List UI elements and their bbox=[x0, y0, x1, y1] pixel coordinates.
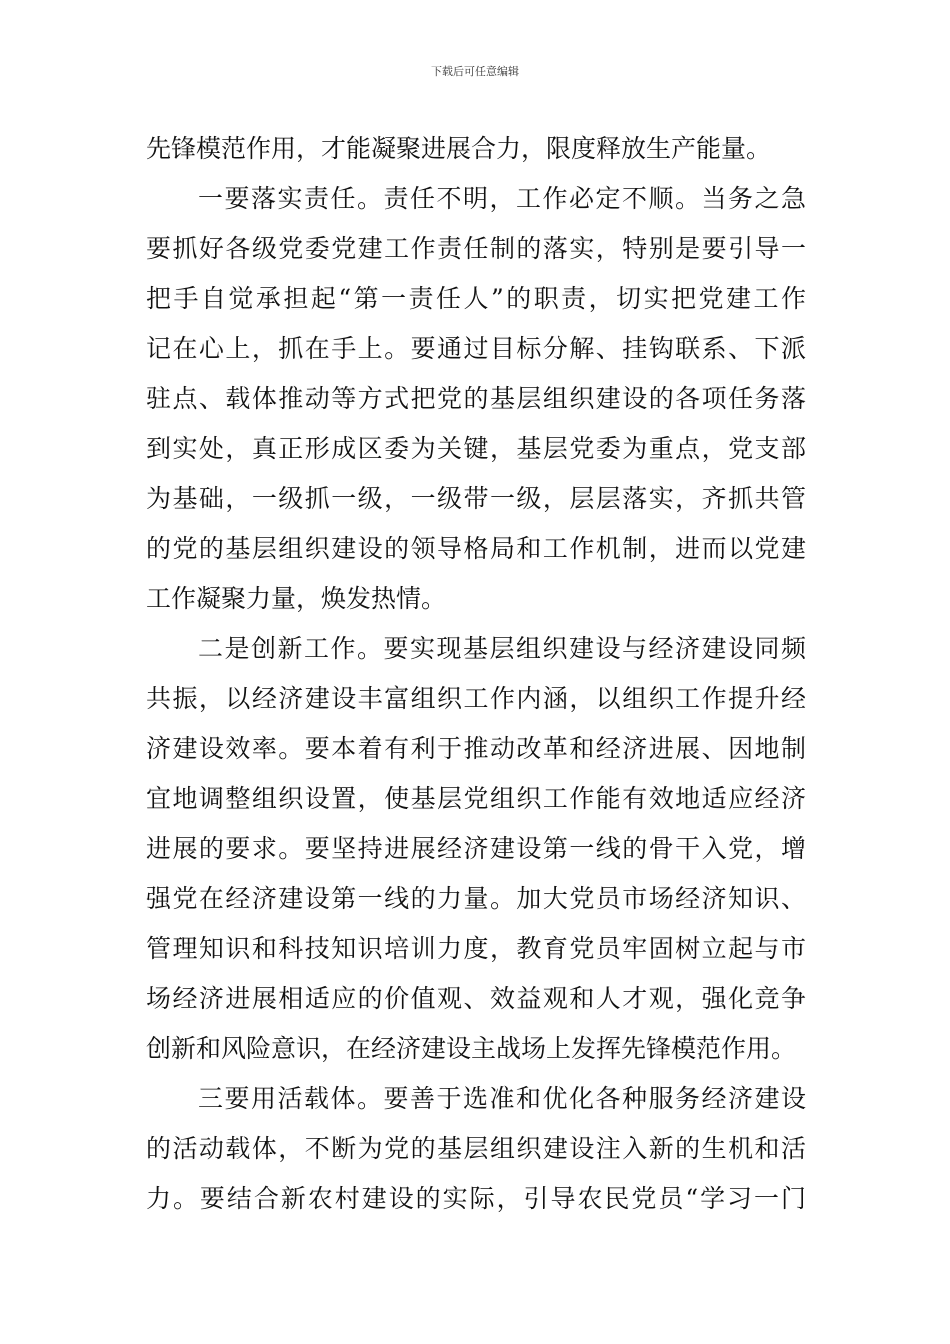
text-line: 强党在经济建设第一线的力量。加大党员市场经济知识、 bbox=[146, 884, 806, 913]
text-line: 记在心上，抓在手上。要通过目标分解、挂钩联系、下派 bbox=[146, 334, 806, 363]
text-line: 共振，以经济建设丰富组织工作内涵，以组织工作提升经 bbox=[146, 684, 806, 713]
document-body bbox=[146, 124, 806, 1224]
paragraph-first-line: 一要落实责任。责任不明，工作必定不顺。当务之急 bbox=[198, 184, 806, 213]
text-line: 先锋模范作用，才能凝聚进展合力，限度释放生产能量。 bbox=[146, 134, 772, 163]
text-line: 管理知识和科技知识培训力度，教育党员牢固树立起与市 bbox=[146, 934, 806, 963]
text-line: 为基础，一级抓一级，一级带一级，层层落实，齐抓共管 bbox=[146, 484, 806, 513]
text-line: 要抓好各级党委党建工作责任制的落实，特别是要引导一 bbox=[146, 234, 806, 263]
paragraph-first-line: 三要用活载体。要善于选准和优化各种服务经济建设 bbox=[198, 1084, 806, 1113]
text-line: 把手自觉承担起“第一责任人”的职责，切实把党建工作 bbox=[146, 284, 806, 313]
text-line: 进展的要求。要坚持进展经济建设第一线的骨干入党，增 bbox=[146, 834, 806, 863]
text-line: 济建设效率。要本着有利于推动改革和经济进展、因地制 bbox=[146, 734, 806, 763]
text-line: 力。要结合新农村建设的实际，引导农民党员“学习一门 bbox=[146, 1184, 806, 1213]
text-line: 的党的基层组织建设的领导格局和工作机制，进而以党建 bbox=[146, 534, 806, 563]
text-line: 工作凝聚力量，焕发热情。 bbox=[146, 584, 447, 613]
text-line: 创新和风险意识，在经济建设主战场上发挥先锋模范作用。 bbox=[146, 1034, 797, 1063]
text-line: 驻点、载体推动等方式把党的基层组织建设的各项任务落 bbox=[146, 384, 806, 413]
paragraph-first-line: 二是创新工作。要实现基层组织建设与经济建设同频 bbox=[198, 634, 806, 663]
text-line: 到实处，真正形成区委为关键，基层党委为重点，党支部 bbox=[146, 434, 806, 463]
text-line: 场经济进展相适应的价值观、效益观和人才观，强化竞争 bbox=[146, 984, 806, 1013]
text-line: 宜地调整组织设置，使基层党组织工作能有效地适应经济 bbox=[146, 784, 806, 813]
page-header: 下载后可任意编辑 bbox=[431, 65, 519, 78]
text-line: 的活动载体，不断为党的基层组织建设注入新的生机和活 bbox=[146, 1134, 806, 1163]
